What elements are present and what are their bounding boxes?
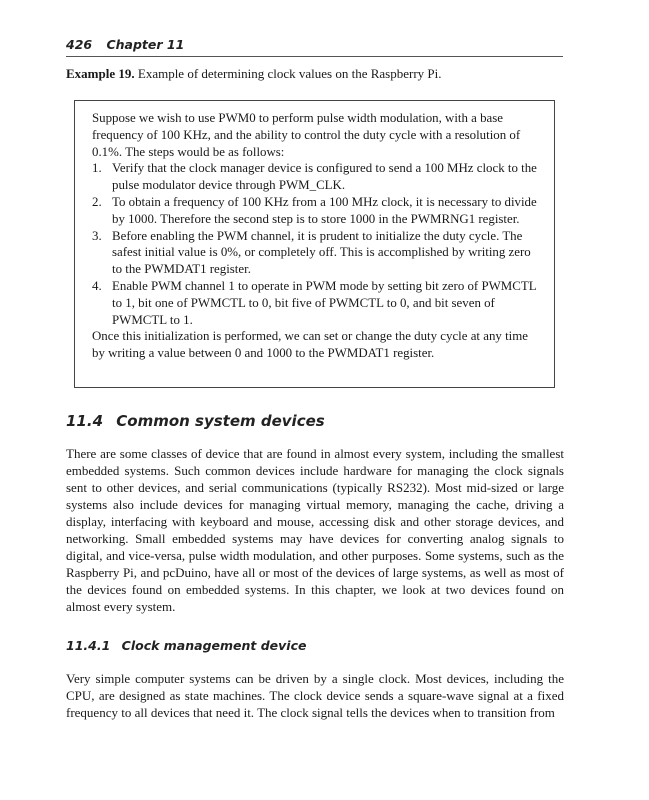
running-header [66,37,563,57]
example-outro: Once this initialization is performed, we can set or change the duty cycle at any time by writing a value between 0 and 1000 to the PWMDAT1 register. [92,329,528,361]
step-number: 4. [92,278,102,293]
section-body [66,445,564,615]
subsection-title: Clock management device [121,638,307,653]
step-text: Enable PWM channel 1 to operate in PWM mode by setting bit zero of PWMCTL to 1, bit one of PWMCTL to 0, bit five of PWMCTL to 0, and bit seven of PWMCTL to 1. [112,278,537,327]
body-paragraph: There are some classes of device that are found in almost every system, including the smallest embedded systems. Such common devices include hardware for managing the clock signals sent to other devices, and serial communications (typically RS232). Most mid-sized or large systems also include devices for managing virtual memory, managing the cache, driving a display, interfacing with keyboard and mouse, accessing disk and other storage devices, and networking. Small embedded systems may have devices for converting analog signals to digital, and vice-versa, pulse width modulation, and other purposes. Some systems, such as the Raspberry Pi, and pcDuino, have all or most of the devices of large systems, as well as most of the devices found on embedded systems. In this chapter, we look at two devices found on almost every system. [66,446,564,614]
example-step [92,194,540,228]
example-intro: Suppose we wish to use PWM0 to perform pulse width modulation, with a base frequency of 100 KHz, and the ability to control the duty cycle with a resolution of 0.1%. The steps would be as follows: [92,111,521,159]
step-number: 3. [92,228,102,243]
step-number: 2. [92,194,102,209]
chapter-label: Chapter 11 [106,37,185,52]
example-label: Example 19. [66,66,135,81]
step-text: Verify that the clock manager device is configured to send a 100 MHz clock to the pulse modulator device through PWM_CLK. [112,161,537,193]
step-text: Before enabling the PWM channel, it is prudent to initialize the duty cycle. The safest initial value is 0%, or completely off. This is accomplished by writing zero to the PWMDAT1 register. [112,228,531,277]
page-number: 426 [66,37,93,52]
subsection-body [66,670,564,721]
example-step [92,228,540,278]
step-text: To obtain a frequency of 100 KHz from a 100 MHz clock, it is necessary to divide by 1000. Therefore the second step is to store 1000 in the PWMRNG1 register. [112,194,537,226]
subsection-number: 11.4.1 [66,638,111,653]
example-box [74,100,555,388]
example-steps [92,160,540,328]
subsection-heading [66,638,306,653]
body-paragraph: Very simple computer systems can be driven by a single clock. Most devices, including the CPU, are designed as state machines. The clock device sends a square-wave signal at a fixed frequency to all devices that need it. The clock signal tells the devices when to transition from [66,671,564,720]
example-caption [66,65,566,82]
section-number: 11.4 [66,412,104,430]
section-title: Common system devices [116,412,325,430]
example-step [92,278,540,328]
example-step [92,160,540,194]
step-number: 1. [92,161,102,176]
section-heading [66,412,325,430]
example-caption-text: Example of determining clock values on the Raspberry Pi. [137,66,442,81]
